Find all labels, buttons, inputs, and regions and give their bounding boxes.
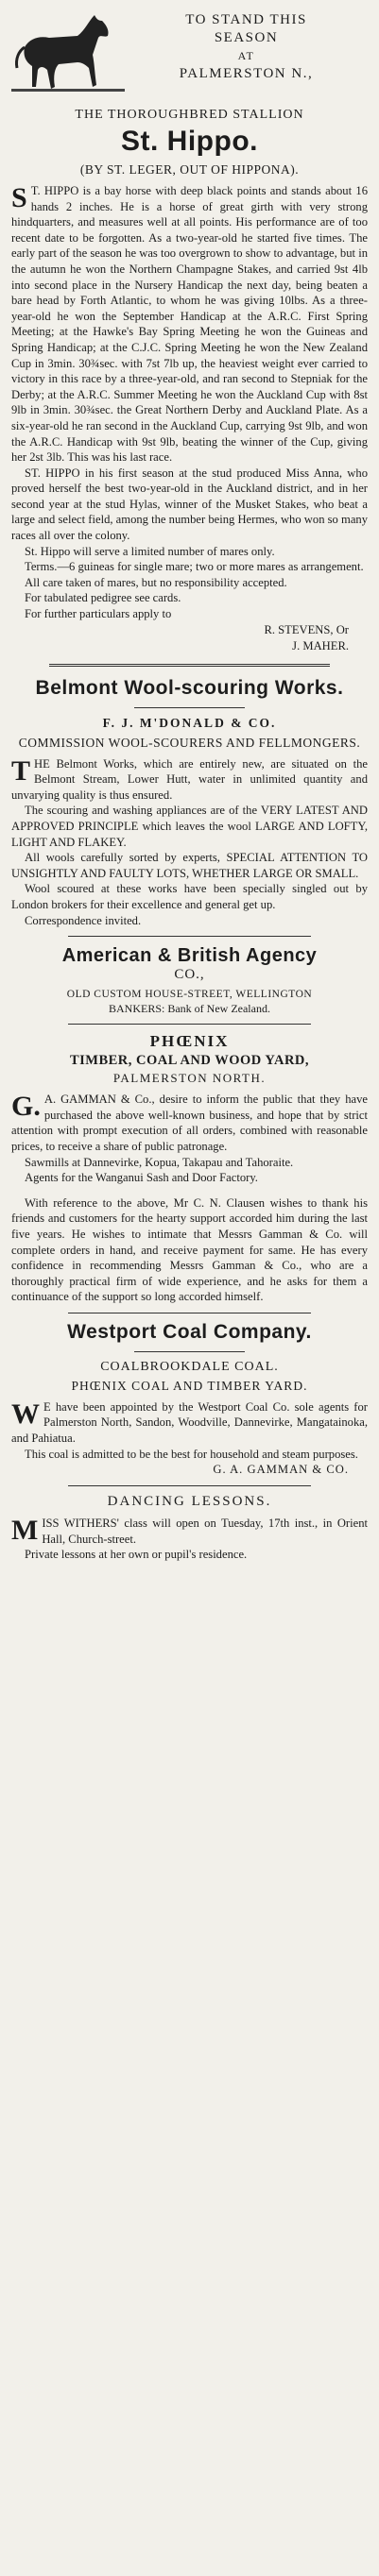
westport-sub2: PHŒNIX COAL AND TIMBER YARD.	[71, 1378, 308, 1393]
belmont-proprietor: F. J. M'DONALD & CO.	[102, 715, 277, 730]
belmont-subtitle: COMMISSION WOOL-SCOURERS AND FELLMONGERS.	[18, 735, 361, 750]
westport-signature: G. A. GAMMAN & CO.	[213, 1463, 349, 1477]
divider	[134, 707, 245, 708]
clausen-notice: With reference to the above, Mr C. N. Clausen wishes to thank his friends and customers for the hearty support accorded him during the last five years. He wishes to intimate that Messrs Gamman & Co. will complete orders in hand, and receive payment for same. He has every confidence in recommending Messrs Gamman & Co., who are a thoroughly practical firm of wide experience, and he asks for them a continuance of the support so long accorded himself.	[11, 1195, 368, 1304]
stallion-limit: St. Hippo will serve a limited number of mares only.	[25, 544, 275, 558]
westport-sub1: COALBROOKDALE COAL.	[100, 1359, 279, 1374]
stallion-pedigree-cards: For tabulated pedigree see cards.	[25, 591, 181, 605]
stallion-name: St. Hippo.	[121, 126, 258, 157]
belmont-advert	[11, 676, 368, 929]
st-hippo-advert	[11, 9, 368, 654]
phoenix-subtitle: TIMBER, COAL AND WOOD YARD,	[69, 1053, 310, 1069]
belmont-quality: Wool scoured at these works have been specially singled out by London brokers for their excellence and general get up.	[11, 882, 368, 911]
stallion-terms: Terms.—6 guineas for single mare; two or more mares as arrangement.	[25, 560, 364, 574]
stallion-stud-record: ST. HIPPO in his first season at the stud produced Miss Anna, who proved herself the best two-year-old in the Auckland district, and in her second year at the stud Hylas, winner of the Musket Stakes, who beat a large and select field, among the number being Hermes, who won so many races all over the colony.	[11, 466, 368, 543]
belmont-sorting: All wools carefully sorted by experts, SPECIAL ATTENTION TO UNSIGHTLY AND FAULTY LOTS, WHETHER LARGE OR SMALL.	[11, 851, 368, 880]
agency-address: OLD CUSTOM HOUSE-STREET, WELLINGTON	[66, 989, 313, 1001]
dancing-advert	[11, 1494, 368, 1563]
belmont-appliances: The scouring and washing appliances are of the VERY LATEST AND APPROVED PRINCIPLE which leaves the wool LARGE AND LOFTY, LIGHT AND FLAKEY.	[11, 804, 368, 849]
westport-quality: This coal is admitted to be the best for household and steam purposes.	[25, 1447, 358, 1461]
signature-maher: J. MAHER.	[292, 638, 349, 652]
belmont-correspondence: Correspondence invited.	[25, 913, 142, 927]
agency-bankers: BANKERS: Bank of New Zealand.	[109, 1002, 270, 1016]
belmont-title: Belmont Wool-scouring Works.	[35, 676, 344, 699]
stallion-kicker: THE THOROUGHBRED STALLION	[75, 108, 304, 122]
divider	[49, 664, 330, 667]
stallion-care: All care taken of mares, but no responsibility accepted.	[25, 575, 287, 589]
divider	[134, 1351, 245, 1352]
horse-illustration	[11, 9, 125, 96]
divider	[68, 936, 311, 937]
agency-title: American & British Agency	[61, 945, 318, 967]
stand-this-season	[125, 9, 368, 83]
divider	[68, 1485, 311, 1486]
stallion-description: ST. HIPPO is a bay horse with deep black points and stands about 16 hands 2 inches. He is a horse of great girth with very strong hindquarters, and measures well at all points. His performance are of too recent date to be forgotten. As a two-year-old he started five times. The early part of the season he was too overgrown to show to advantage, but in the autumn he won the Northern Champagne Stakes, and carried 9st 4lb into second place in the Nursery Handicap the next day, being beaten a bare head by Forth Atlantic, to whom he was giving 10lbs. As a three-year-old he won the September Handicap at the A.R.C. First Spring Meeting; at the Hawke's Bay Spring Meeting he won the Guineas and Spring Handicap; at the C.J.C. Spring Meeting he won the New Zealand Cup in 3min. 30¾sec. with 7st 7lb up, the heaviest weight ever carried to victory in this race by a three-year-old, and ran second to Stepniak for the Derby; at the A.R.C. Summer Meeting he won the Auckland Cup with 8st 9lb in 3min. 30¾sec. the Great Northern Derby and Auckland Plate. As a six-year-old he ran second in the Auckland Cup, carrying 9st 9lb, and won the A.R.C. Handicap with 9st 9lb, beating the winner of the Cup, giving her 2st 3lb. This was his last race.	[11, 182, 368, 465]
divider	[68, 1024, 311, 1025]
phoenix-agents: Agents for the Wanganui Sash and Door Factory.	[25, 1171, 258, 1185]
westport-agents: WE have been appointed by the Westport Coal Co. sole agents for Palmerston North, Sandon, Woodville, Dannevirke, Mangatainoka, and Pahiatua.	[11, 1398, 368, 1446]
dancing-private: Private lessons at her own or pupil's residence.	[25, 1548, 248, 1562]
american-agency-advert	[11, 944, 368, 1016]
stallion-pedigree: (BY ST. LEGER, OUT OF HIPPONA).	[79, 162, 300, 177]
dancing-class: MISS WITHERS' class will open on Tuesday, 17th inst., in Orient Hall, Church-street.	[11, 1515, 368, 1547]
phoenix-title: PHŒNIX	[149, 1032, 230, 1051]
stallion-particulars: For further particulars apply to	[25, 607, 172, 621]
stallion-header	[11, 9, 368, 104]
stand-line: PALMERSTON N.,	[179, 66, 314, 81]
phoenix-announcement: G.A. GAMMAN & Co., desire to inform the public that they have purchased the above well-known business, and hope that by strict attention with prompt execution of all orders, combined with reasonable prices, to receive a share of public patronage.	[11, 1091, 368, 1153]
belmont-description: THE Belmont Works, which are entirely new, are situated on the Belmont Stream, Lower Hutt, water in unlimited quantity and unvarying quality is thus ensured.	[11, 754, 368, 802]
phoenix-sawmills: Sawmills at Dannevirke, Kopua, Takapau and Tahoraite.	[25, 1155, 294, 1169]
stand-line: AT	[237, 49, 255, 62]
phoenix-place: PALMERSTON NORTH.	[112, 1071, 267, 1086]
stand-line: TO STAND THIS	[185, 12, 307, 27]
westport-advert	[11, 1321, 368, 1478]
signature-stevens: R. STEVENS, Or	[264, 622, 349, 636]
phoenix-advert	[11, 1032, 368, 1305]
westport-title: Westport Coal Company.	[67, 1320, 312, 1343]
agency-title-co: CO.,	[174, 967, 205, 983]
dancing-title: DANCING LESSONS.	[107, 1494, 272, 1510]
stand-line: SEASON	[214, 30, 279, 45]
